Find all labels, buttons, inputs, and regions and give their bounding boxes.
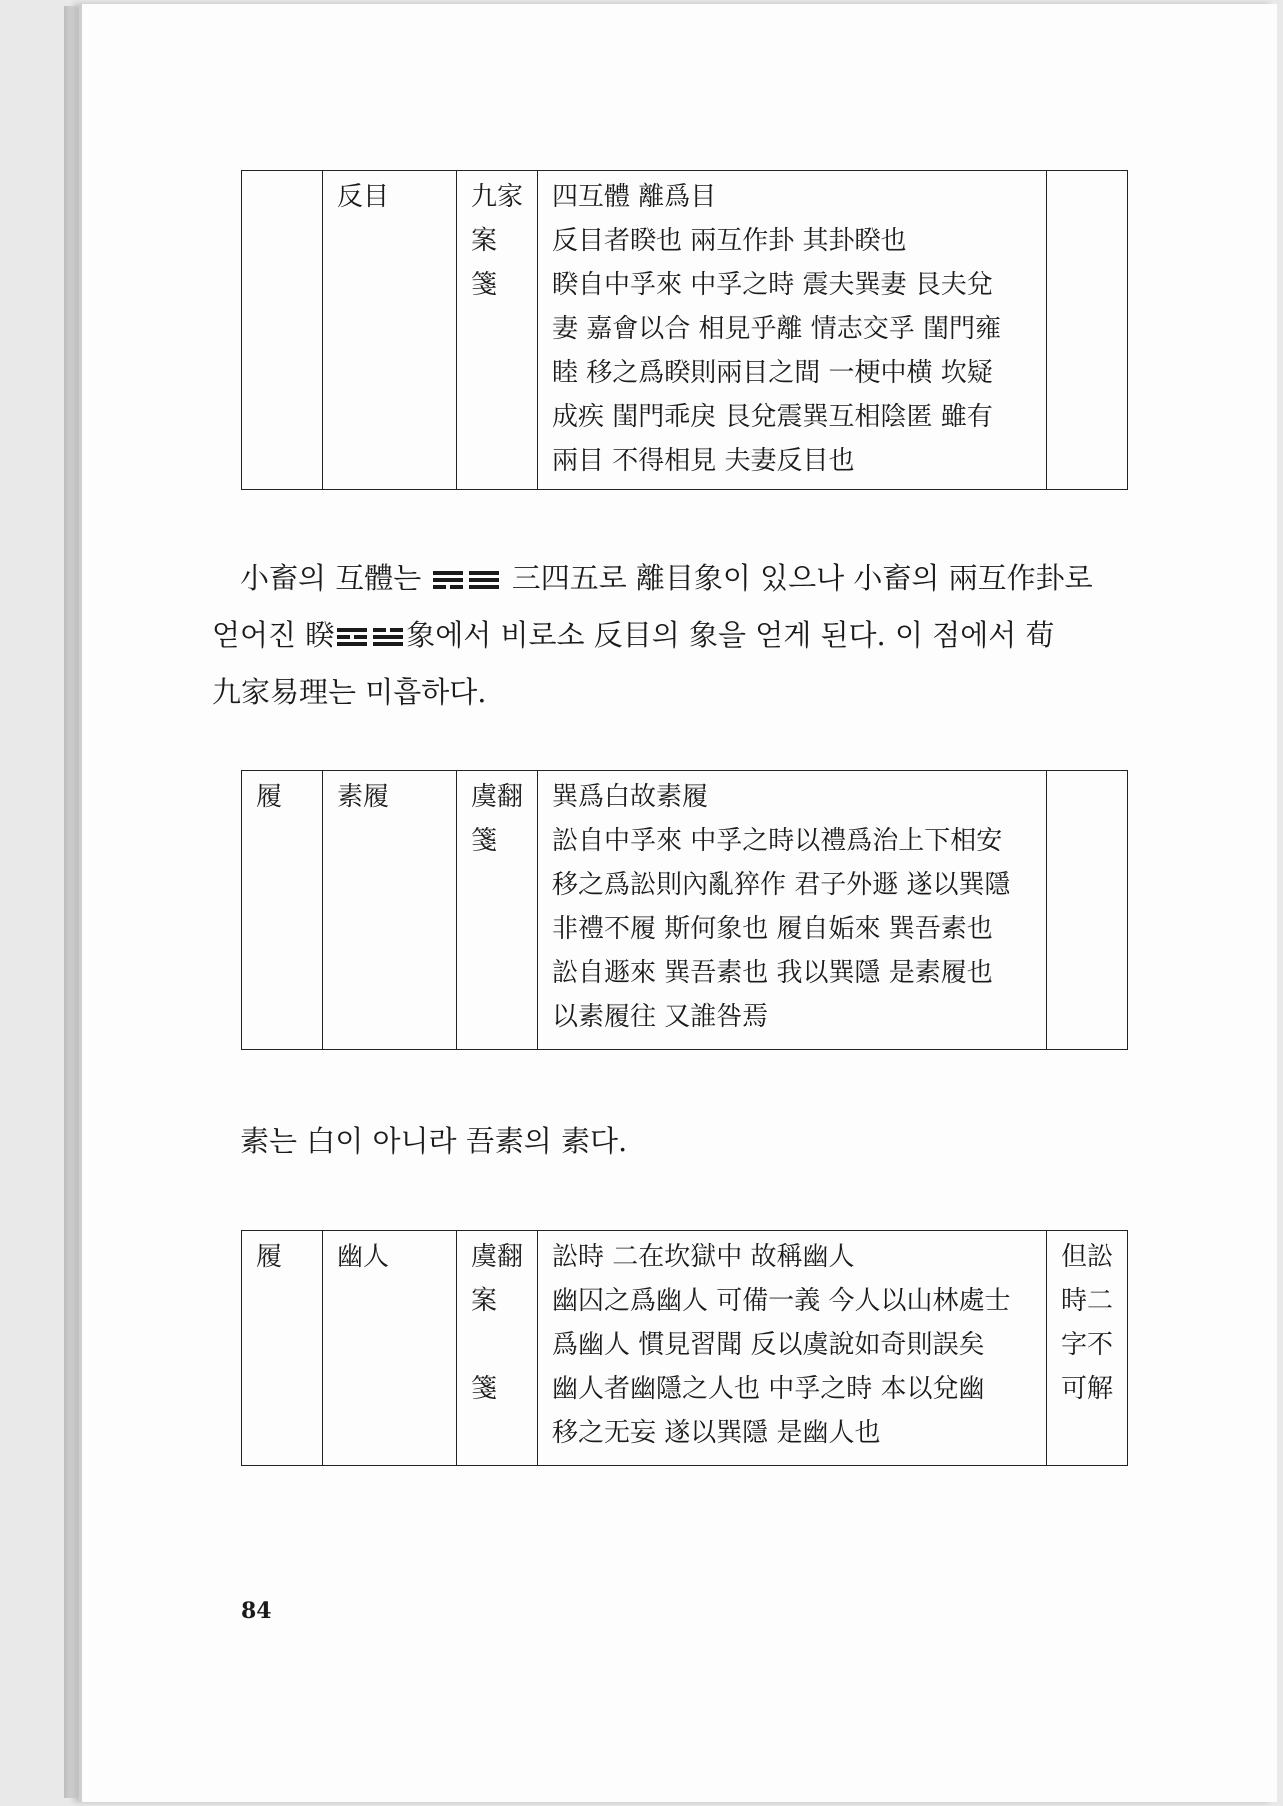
note-line: 可解 [1061,1374,1114,1404]
commentary-line: 反目者睽也 兩互作卦 其卦睽也 [552,226,907,256]
paragraph-text: 九家易理는 미흡하다. [212,675,487,709]
source-cell [457,771,538,1050]
trigram-dui-icon [373,628,403,646]
source-line: 案 [471,1286,498,1316]
phrase-cell: 反目 [323,171,457,490]
phrase-cell: 幽人 [323,1231,457,1466]
note-line: 字不 [1061,1330,1114,1360]
commentary-table-2 [241,770,1128,1050]
note-cell [1047,1231,1128,1466]
paragraph-text: 小畜의 互體는 [240,561,422,595]
commentary-line: 移之爲訟則內亂猝作 君子外遯 遂以巽隱 [552,870,1011,900]
trigram-li-icon [337,628,367,646]
hexagram-cell: 履 [242,1231,323,1466]
source-line: 案 [471,226,498,256]
commentary-paragraph-1 [212,550,1130,721]
source-line: 虞翻 [471,782,524,812]
note-cell [1047,771,1128,1050]
commentary-line: 兩目 不得相見 夫妻反目也 [552,446,855,476]
commentary-line: 訟自中孚來 中孚之時以禮爲治上下相安 [552,826,1003,856]
paragraph-text: 얻어진 睽 [212,618,335,652]
commentary-line: 睽自中孚來 中孚之時 震夫巽妻 艮夫兌 [552,270,993,300]
commentary-line: 幽人者幽隱之人也 中孚之時 本以兌幽 [552,1374,985,1404]
phrase-cell: 素履 [323,771,457,1050]
commentary-line: 幽囚之爲幽人 可備一義 今人以山林處士 [552,1286,1011,1316]
commentary-line: 四互體 離爲目 [552,182,717,212]
source-line [471,1323,527,1367]
source-line: 虞翻 [471,1242,524,1272]
source-cell [457,171,538,490]
note-cell [1047,171,1128,490]
hexagram-cell [242,171,323,490]
commentary-line: 移之无妄 遂以巽隱 是幽人也 [552,1418,881,1448]
commentary-line: 成疾 閨門乖戾 艮兌震巽互相陰匿 雖有 [552,402,993,432]
source-line: 箋 [471,270,498,300]
page-edge [64,6,82,1798]
paragraph-text: 象에서 비로소 反目의 象을 얻게 된다. 이 점에서 荀 [406,618,1055,652]
note-line: 但訟 [1061,1242,1114,1272]
commentary-cell [538,1231,1047,1466]
commentary-line: 訟時 二在坎獄中 故稱幽人 [552,1242,855,1272]
note-line: 時二 [1061,1286,1114,1316]
paragraph-text: 素는 白이 아니라 吾素의 素다. [240,1124,628,1158]
trigram-qian-icon [469,571,499,589]
source-cell [457,1231,538,1466]
commentary-line: 妻 嘉會以合 相見乎離 情志交孚 閨門雍 [552,314,1002,344]
commentary-line: 以素履往 又誰咎焉 [552,1002,769,1032]
paragraph-text: 三四五로 離目象이 있으나 小畜의 兩互作卦로 [511,561,1093,595]
commentary-table-1 [241,170,1128,490]
source-line: 箋 [471,1374,498,1404]
commentary-cell [538,771,1047,1050]
page-number: 84 [241,1598,272,1624]
trigram-xun-icon [433,571,463,589]
commentary-line: 睦 移之爲睽則兩目之間 一梗中横 坎疑 [552,358,993,388]
commentary-paragraph-2 [212,1113,1130,1170]
source-line: 九家 [471,182,524,212]
commentary-line: 爲幽人 慣見習聞 反以虞說如奇則誤矣 [552,1330,985,1360]
commentary-table-3 [241,1230,1128,1466]
source-line: 箋 [471,826,498,856]
commentary-line: 非禮不履 斯何象也 履自姤來 巽吾素也 [552,914,993,944]
commentary-cell [538,171,1047,490]
commentary-line: 訟自遯來 巽吾素也 我以巽隱 是素履也 [552,958,993,988]
commentary-line: 巽爲白故素履 [552,782,709,812]
hexagram-cell: 履 [242,771,323,1050]
